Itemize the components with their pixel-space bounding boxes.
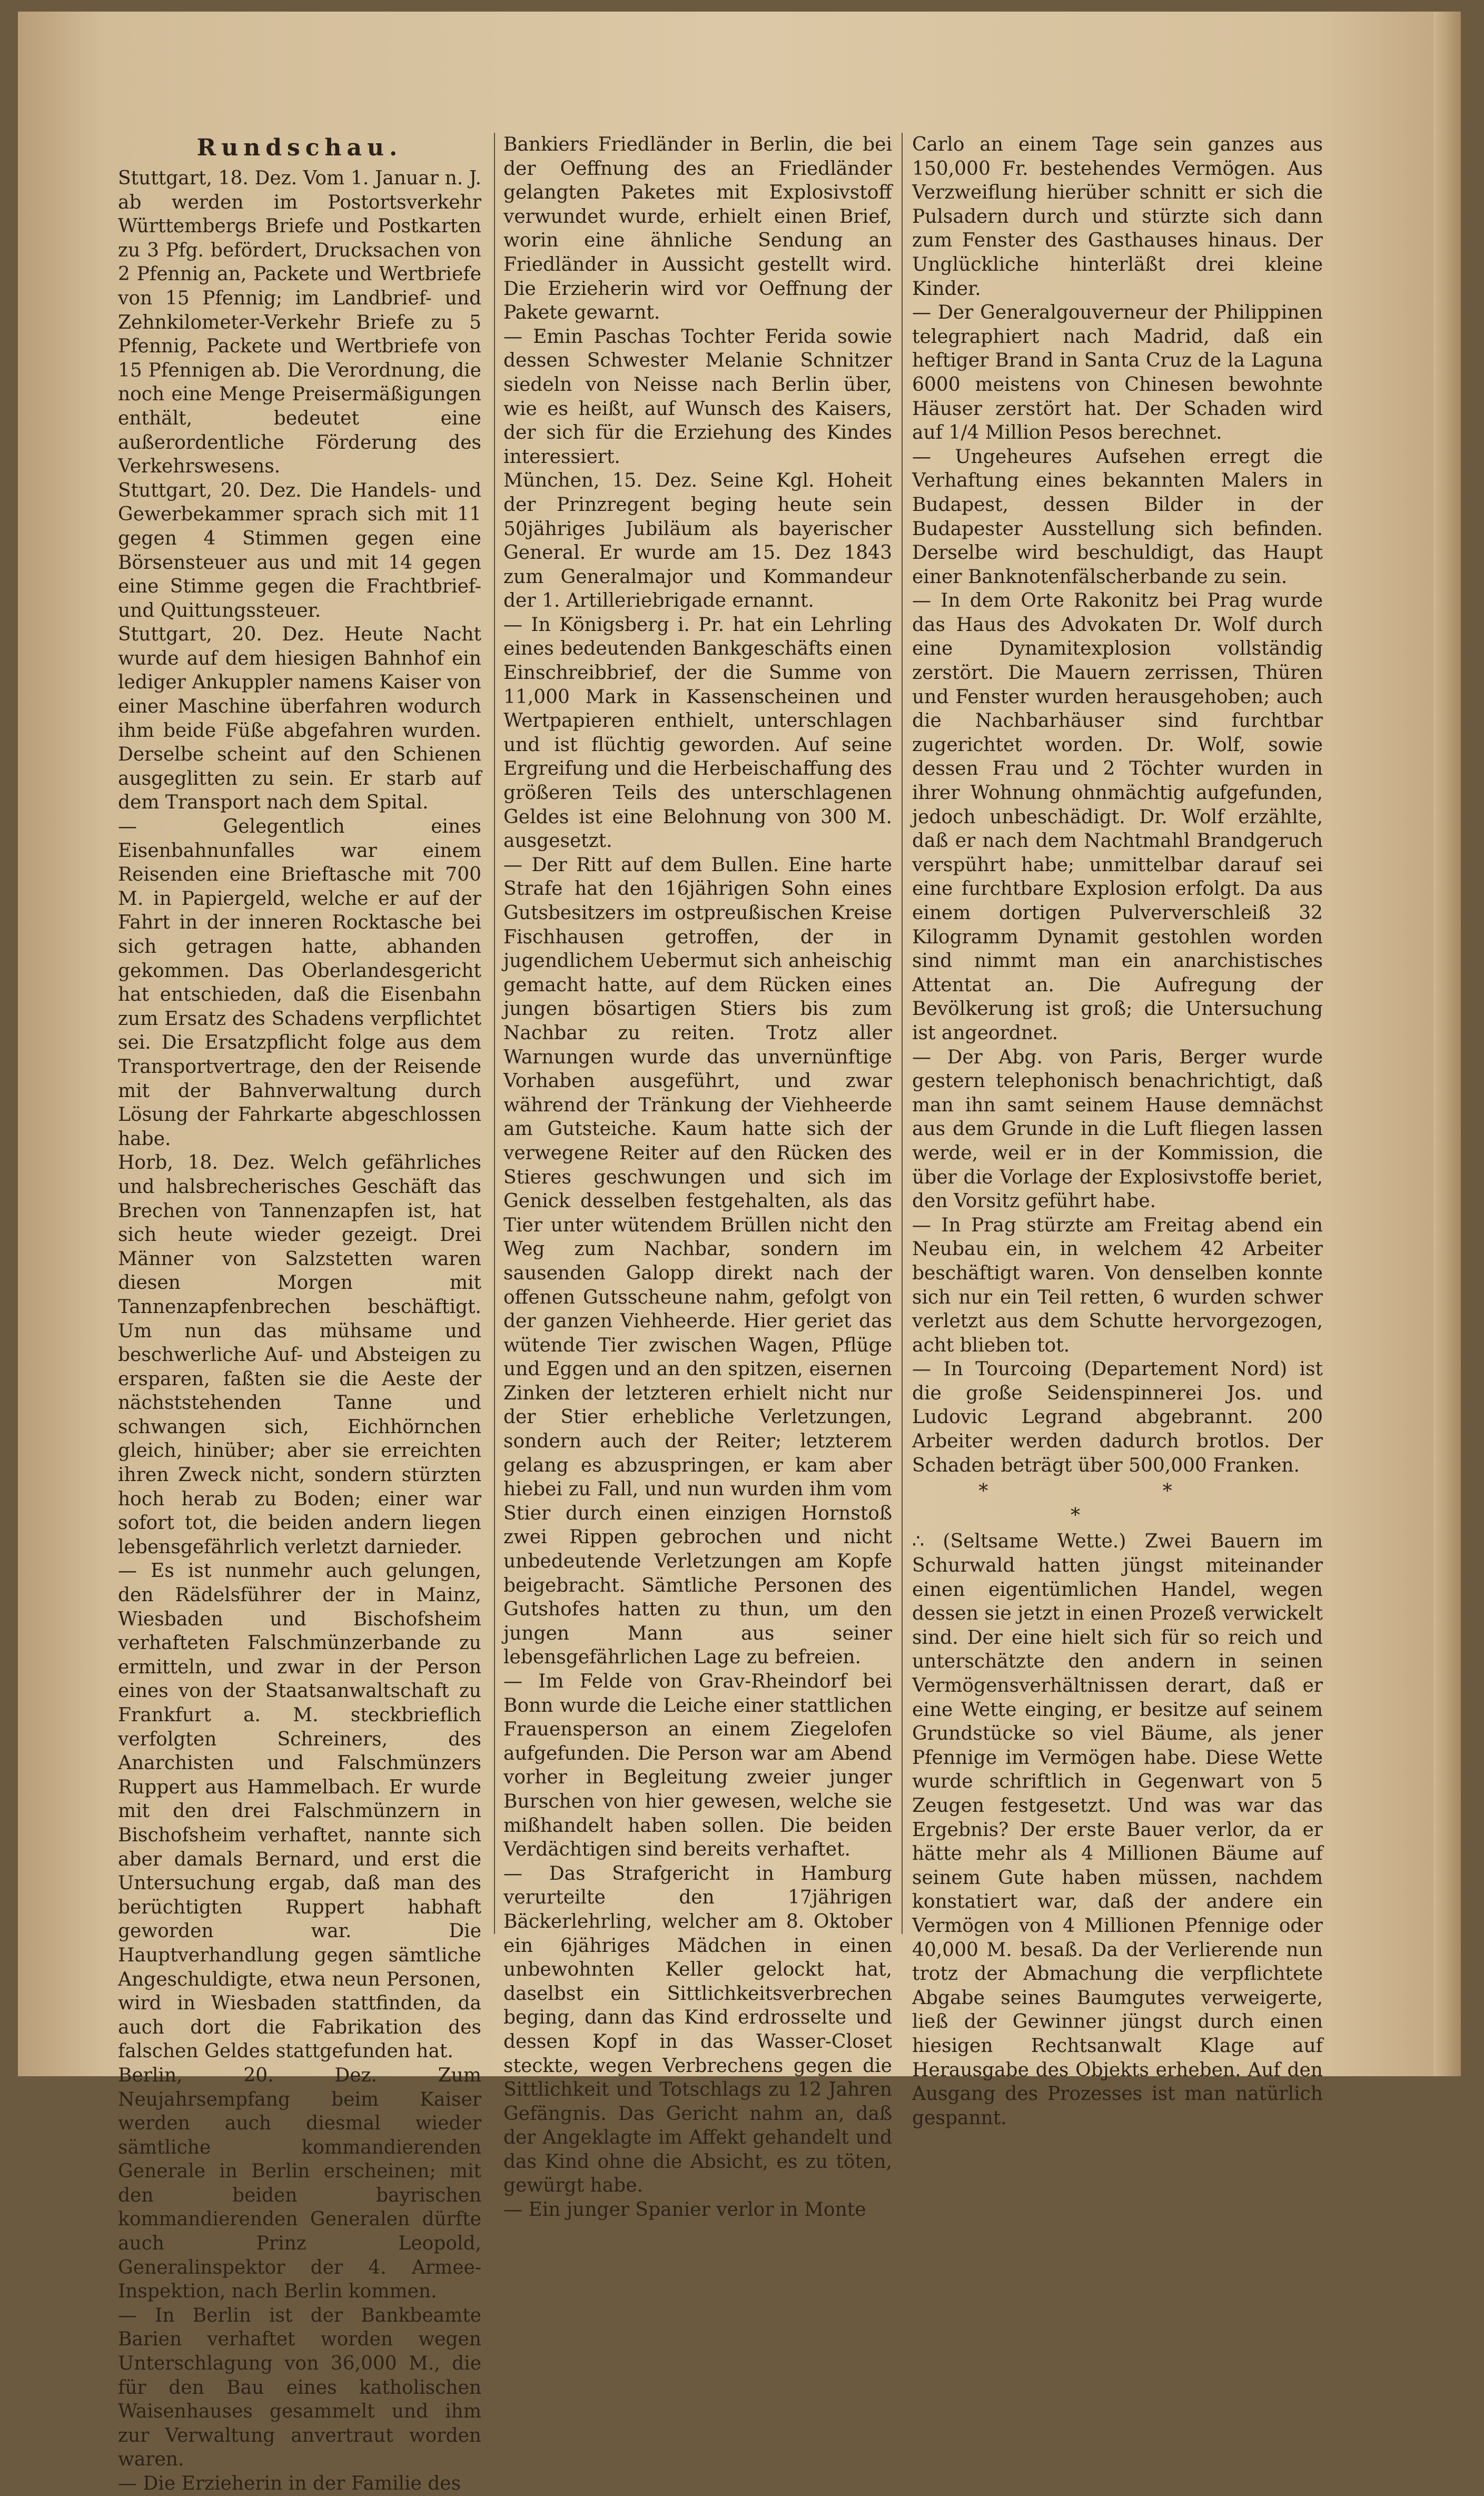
article: — Der Ritt auf dem Bullen. Eine harte Strafe hat den 16jährigen Sohn eines Gutsbesitzers im ostpreußischen Kreise Fischhausen getroffen, der in jugendlichem Uebermut sich anheischig gemacht hatte, auf dem Rücken eines jungen bösartigen Stiers bis zum Nachbar zu reiten. Trotz aller Warnungen wurde das unvernünftige Vorhaben ausgeführt, und zwar während der Tränkung der Viehheerde am Gutsteiche. Kaum hatte sich der verwegene Reiter auf den Rücken des Stieres geschwungen und sich im Genick desselben festgehalten, als das Tier unter wütendem Brüllen nicht den Weg zum Nachbar, sondern im sausenden Galopp direkt nach der offenen Gutsscheune nahm, gefolgt von der ganzen Viehheerde. Hier geriet das wütende Tier zwischen Wagen, Pflüge und Eggen und an den spitzen, eisernen Zinken der letzteren erhielt nicht nur der Stier erhebliche Verletzungen, sondern auch der Reiter; letzterem gelang es abzuspringen, er kam aber hiebei zu Fall, und nun wurden ihm vom Stier durch einen einzigen Hornstoß zwei Rippen gebrochen und nicht unbedeutende Verletzungen am Kopfe beigebracht. Sämtliche Personen des Gutshofes hatten zu thun, um den jungen Mann aus seiner lebensgefährlichen Lage zu befreien.	[503, 854, 892, 1669]
article: Carlo an einem Tage sein ganzes aus 150,000 Fr. bestehendes Vermögen. Aus Verzweiflung hierüber schnitt er sich die Pulsadern durch und stürzte sich dann zum Fenster des Gasthauses hinaus. Der Unglückliche hinterläßt drei kleine Kinder.	[912, 134, 1323, 300]
column-2	[503, 133, 892, 2221]
article: — In Tourcoing (Departement Nord) ist die große Seidenspinnerei Jos. und Ludovic Legrand abgebrannt. 200 Arbeiter werden dadurch brotlos. Der Schaden beträgt über 500,000 Franken.	[912, 1358, 1323, 1476]
column-1	[118, 133, 481, 2494]
article: — Es ist nunmehr auch gelungen, den Rädelsführer der in Mainz, Wiesbaden und Bischofsheim verhafteten Falschmünzerbande zu ermitteln, und zwar in der Person eines von der Staatsanwaltschaft zu Frankfurt a. M. steckbrieflich verfolgten Schreiners, des Anarchisten und Falschmünzers Ruppert aus Hammelbach. Er wurde mit den drei Falschmünzern in Bischofsheim verhaftet, nannte sich aber damals Bernard, und erst die Untersuchung ergab, daß man des berüchtigten Ruppert habhaft geworden war. Die Hauptverhandlung gegen sämtliche Angeschuldigte, etwa neun Personen, wird in Wiesbaden stattfinden, da auch dort die Fabrikation des falschen Geldes stattgefunden hat.	[118, 1560, 481, 2063]
article: München, 15. Dez. Seine Kgl. Hoheit der Prinzregent beging heute sein 50jähriges Jubiläum als bayerischer General. Er wurde am 15. Dez 1843 zum Generalmajor und Kommandeur der 1. Artilleriebrigade ernannt.	[503, 470, 892, 612]
article: — In dem Orte Rakonitz bei Prag wurde das Haus des Advokaten Dr. Wolf durch eine Dynamitexplosion vollständig zerstört. Die Mauern zerrissen, Thüren und Fenster wurden herausgehoben; auch die Nachbarhäuser sind furchtbar zugerichtet worden. Dr. Wolf, sowie dessen Frau und 2 Töchter wurden in ihrer Wohnung ohnmächtig aufgefunden, jedoch unbeschädigt. Dr. Wolf erzählte, daß er nach dem Nachtmahl Brandgeruch verspührt habe; unmittelbar darauf sei eine furchtbare Explosion erfolgt. Da aus einem dortigen Pulververschleiß 32 Kilogramm Dynamit gestohlen worden sind nimmt man ein anarchistisches Attentat an. Die Aufregung der Bevölkerung ist groß; die Untersuchung ist angeordnet.	[912, 590, 1323, 1044]
article: — Emin Paschas Tochter Ferida sowie dessen Schwester Melanie Schnitzer siedeln von Neisse nach Berlin über, wie es heißt, auf Wunsch des Kaisers, der sich für die Erziehung des Kindes interessiert.	[503, 325, 892, 468]
article: Stuttgart, 18. Dez. Vom 1. Januar n. J. ab werden im Postortsverkehr Württembergs Briefe und Postkarten zu 3 Pfg. befördert, Drucksachen von 2 Pfennig an, Packete und Wertbriefe von 15 Pfennig; im Landbrief- und Zehnkilometer-Verkehr Briefe zu 5 Pfennig, Packete und Wertbriefe von 15 Pfennigen ab. Die Verordnung, die noch eine Menge Preisermäßigungen enthält, bedeutet eine außerordentliche Förderung des Verkehrswesens.	[118, 167, 481, 478]
page-edge	[1433, 12, 1461, 2076]
article: — Ein junger Spanier verlor in Monte	[503, 2199, 866, 2221]
article: ∴ (Seltsame Wette.) Zwei Bauern im Schurwald hatten jüngst miteinander einen eigentümlichen Handel, wegen dessen sie jetzt in einen Prozeß verwickelt sind. Der eine hielt sich für so reich und unterschätzte den andern in seinen Vermögensverhältnissen derart, daß er eine Wette einging, er besitze auf seinem Grundstücke so viel Bäume, als jener Pfennige im Vermögen habe. Diese Wette wurde schriftlich in Gegenwart von 5 Zeugen festgesetzt. Und was war das Ergebnis? Der erste Bauer verlor, da er hätte mehr als 4 Millionen Bäume auf seinem Gute haben müssen, nachdem konstatiert war, daß der andere ein Vermögen von 4 Millionen Pfennige oder 40,000 M. besaß. Da der Verlierende nun trotz der Abmachung die verpflichtete Abgabe seines Baumgutes verweigerte, ließ der Gewinner jüngst durch einen hiesigen Rechtsanwalt Klage auf Herausgabe des Objekts erheben. Auf den Ausgang des Prozesses ist man natürlich gespannt.	[912, 1531, 1323, 2129]
newspaper-page	[18, 12, 1461, 2494]
column-rule	[902, 133, 903, 1934]
article: — Im Felde von Grav-Rheindorf bei Bonn wurde die Leiche einer stattlichen Frauensperson an einem Ziegelofen aufgefunden. Die Person war am Abend vorher in Begleitung zweier junger Burschen von hier gewesen, welche sie mißhandelt haben sollen. Die beiden Verdächtigen sind bereits verhaftet.	[503, 1671, 892, 1861]
article: — Der Abg. von Paris, Berger wurde gestern telephonisch benachrichtigt, daß man ihn samt seinem Hause demnächst aus dem Grunde in die Luft fliegen lassen werde, weil er in der Kommission, die über die Vorlage der Explosivstoffe beriet, den Vorsitz geführt habe.	[912, 1046, 1323, 1212]
article: — Das Strafgericht in Hamburg verurteilte den 17jährigen Bäckerlehrling, welcher am 8. Oktober ein 6jähriges Mädchen in einen unbewohnten Keller gelockt hat, daselbst ein Sittlichkeitsverbrechen beging, dann das Kind erdrosselte und dessen Kopf in das Wasser-Closet steckte, wegen Verbrechens gegen die Sittlichkeit und Totschlags zu 12 Jahren Gefängnis. Das Gericht nahm an, daß der Angeklagte im Affekt gehandelt und das Kind ohne die Absicht, es zu töten, gewürgt habe.	[503, 1862, 892, 2197]
article: Bankiers Friedländer in Berlin, die bei der Oeffnung des an Friedländer gelangten Paketes mit Explosivstoff verwundet wurde, erhielt einen Brief, worin eine ähnliche Sendung an Friedländer in Aussicht gestellt wird. Die Erzieherin wird vor Oeffnung der Pakete gewarnt.	[503, 134, 892, 324]
article: — In Königsberg i. Pr. hat ein Lehrling eines bedeutenden Bankgeschäfts einen Einschreibbrief, der die Summe von 11,000 Mark in Kassenscheinen und Wertpapieren enthielt, unterschlagen und ist flüchtig geworden. Auf seine Ergreifung und die Herbeischaffung des größeren Teils des unterschlagenen Geldes ist eine Belohnung von 300 M. ausgesetzt.	[503, 614, 892, 852]
article: — Ungeheures Aufsehen erregt die Verhaftung eines bekannten Malers in Budapest, dessen Bilder in der Budapester Ausstellung sich befinden. Derselbe wird beschuldigt, das Haupt einer Banknotenfälscherbande zu sein.	[912, 446, 1323, 588]
section-separator: * * *	[978, 1481, 1257, 1526]
article: — Der Generalgouverneur der Philippinen telegraphiert nach Madrid, daß ein heftiger Brand in Santa Cruz de la Laguna 6000 meistens von Chinesen bewohnte Häuser zerstört hat. Der Schaden wird auf 1/4 Million Pesos berechnet.	[912, 302, 1323, 444]
article: — In Berlin ist der Bankbeamte Barien verhaftet worden wegen Unterschlagung von 36,000 M., die für den Bau eines katholischen Waisenhauses gesammelt und ihm zur Verwaltung anvertraut worden waren.	[118, 2304, 481, 2471]
article: Horb, 18. Dez. Welch gefährliches und halsbrecherisches Geschäft das Brechen von Tannenzapfen ist, hat sich heute wieder gezeigt. Drei Männer von Salzstetten waren diesen Morgen mit Tannenzapfenbrechen beschäftigt. Um nun das mühsame und beschwerliche Auf- und Absteigen zu ersparen, faßten sie die Aeste der nächststehenden Tanne und schwangen sich, Eichhörnchen gleich, hinüber; aber sie erreichten ihren Zweck nicht, sondern stürzten hoch herab zu Boden; einer war sofort tot, die beiden andern liegen lebensgefährlich verletzt darnieder.	[118, 1152, 481, 1558]
article: Berlin, 20. Dez. Zum Neujahrsempfang beim Kaiser werden auch diesmal wieder sämtliche kommandierenden Generale in Berlin erscheinen; mit den beiden bayrischen kommandierenden Generalen dürfte auch Prinz Leopold, Generalinspektor der 4. Armee-Inspektion, nach Berlin kommen.	[118, 2064, 481, 2303]
column-rule	[494, 133, 495, 1934]
article: — In Prag stürzte am Freitag abend ein Neubau ein, in welchem 42 Arbeiter beschäftigt waren. Von denselben konnte sich nur ein Teil retten, 6 wurden schwer verletzt aus dem Schutte hervorgezogen, acht blieben tot.	[912, 1214, 1323, 1356]
column-3	[912, 133, 1323, 2129]
article: — Die Erzieherin in der Familie des	[118, 2473, 461, 2494]
article: — Gelegentlich eines Eisenbahnunfalles war einem Reisenden eine Brieftasche mit 700 M. in Papiergeld, welche er auf der Fahrt in der inneren Rocktasche bei sich getragen hatte, abhanden gekommen. Das Oberlandesgericht hat entschieden, daß die Eisenbahn zum Ersatz des Schadens verpflichtet sei. Die Ersatzpflicht folge aus dem Transportvertrage, den der Reisende mit der Bahnverwaltung durch Lösung der Fahrkarte abgeschlossen habe.	[118, 816, 481, 1150]
article: Stuttgart, 20. Dez. Die Handels- und Gewerbekammer sprach sich mit 11 gegen 4 Stimmen gegen eine Börsensteuer aus und mit 14 gegen eine Stimme gegen die Frachtbrief- und Quittungssteuer.	[118, 479, 481, 621]
article: Stuttgart, 20. Dez. Heute Nacht wurde auf dem hiesigen Bahnhof ein lediger Ankuppler namens Kaiser von einer Maschine überfahren wodurch ihm beide Füße abgefahren wurden. Derselbe scheint auf den Schienen ausgeglitten zu sein. Er starb auf dem Transport nach dem Spital.	[118, 624, 481, 814]
section-heading: Rundschau.	[196, 134, 403, 161]
